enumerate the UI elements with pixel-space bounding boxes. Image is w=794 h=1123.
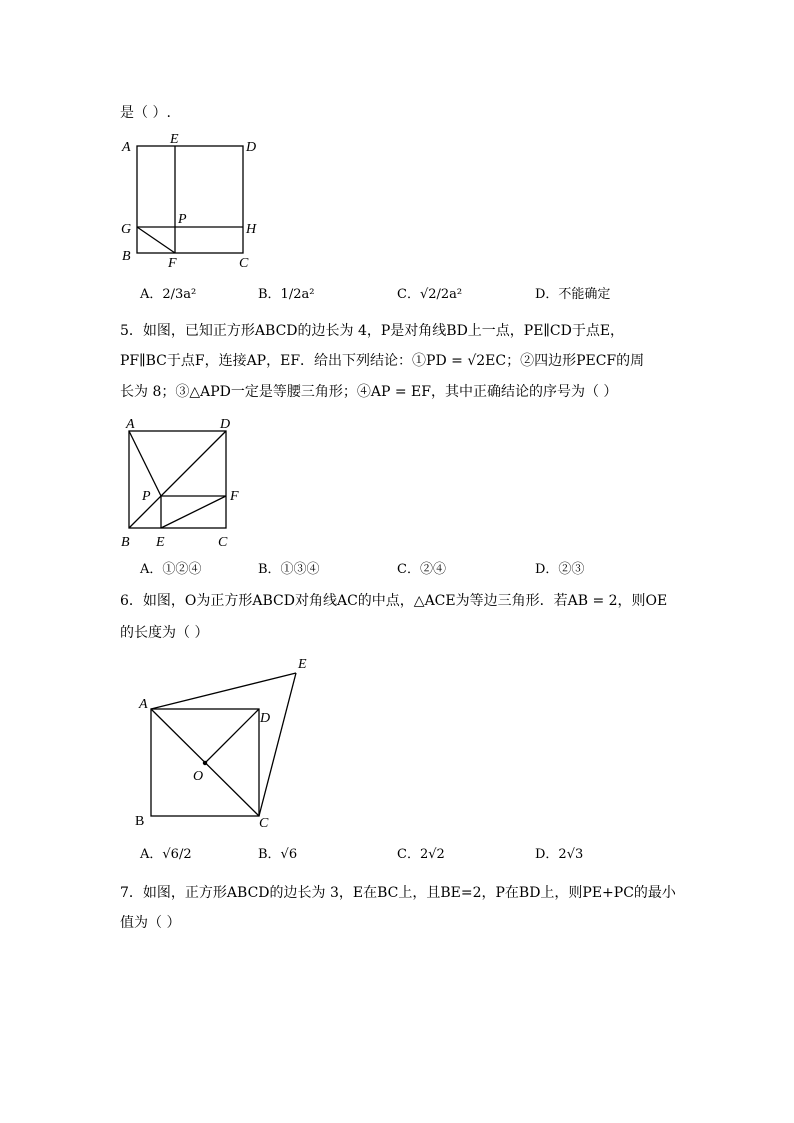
q6-label-e: E — [298, 657, 307, 672]
q6-label-o: O — [193, 769, 204, 784]
q4-label-d: D — [246, 140, 257, 155]
q5-option-d[interactable]: D．②③ — [535, 562, 585, 577]
q6-option-b[interactable]: B．√6 — [258, 847, 298, 862]
q5-stem-line1: 5．如图，已知正方形ABCD的边长为 4，P是对角线BD上一点，PE∥CD于点E， — [120, 323, 625, 339]
q5-option-b[interactable]: B．①③④ — [258, 562, 320, 577]
q5-label-c: C — [218, 535, 228, 550]
q4-label-b: B — [122, 249, 131, 264]
q4-option-a[interactable]: A．2/3a² — [140, 287, 197, 302]
q7-stem-line2: 值为（ ） — [120, 915, 181, 931]
q4-option-b[interactable]: B．1/2a² — [258, 287, 315, 302]
q4-option-d[interactable]: D．不能确定 — [535, 287, 611, 302]
q5-label-b: B — [121, 535, 130, 550]
q6-line-ae — [151, 673, 296, 709]
q6-label-d: D — [260, 711, 271, 726]
q6-option-a[interactable]: A．√6/2 — [140, 847, 192, 862]
q5-stem-line3: 长为 8；③△APD一定是等腰三角形；④AP = EF，其中正确结论的序号为（ ） — [120, 384, 618, 400]
q5-label-p: P — [142, 489, 151, 504]
q4-label-p: P — [178, 212, 187, 227]
q4-label-h: H — [246, 222, 257, 237]
q5-label-d: D — [220, 417, 231, 432]
q4-label-c: C — [239, 256, 249, 271]
q5-label-e: E — [156, 535, 165, 550]
q5-label-f: F — [230, 489, 239, 504]
q5-option-a[interactable]: A．①②④ — [140, 562, 202, 577]
q6-label-a: A — [139, 697, 148, 712]
q6-line-ec — [259, 673, 296, 816]
q6-stem-line1: 6．如图，O为正方形ABCD对角线AC的中点，△ACE为等边三角形．若AB = 2，则OE — [120, 593, 668, 609]
q6-stem-line2: 的长度为（ ） — [120, 625, 209, 641]
q6-option-c[interactable]: C．2√2 — [397, 847, 445, 862]
q6-line-od — [205, 709, 259, 763]
q6-label-b: B — [135, 814, 145, 829]
q4-label-e: E — [170, 132, 179, 147]
q4-label-a: A — [122, 140, 131, 155]
q4-label-g: G — [121, 222, 132, 237]
q4-option-c[interactable]: C．√2/2a² — [397, 287, 463, 302]
q5-option-c[interactable]: C．②④ — [397, 562, 446, 577]
q7-stem-line1: 7．如图，正方形ABCD的边长为 3，E在BC上，且BE=2，P在BD上，则PE+PC的最小 — [120, 885, 676, 901]
q5-stem-line2: PF∥BC于点F，连接AP，EF．给出下列结论：①PD = √2EC；②四边形PECF的周 — [120, 353, 645, 369]
q4-stem-tail: 是（ ）. — [120, 105, 171, 121]
q4-label-f: F — [168, 256, 177, 271]
q6-option-d[interactable]: D．2√3 — [535, 847, 584, 862]
q6-point-o — [203, 761, 207, 765]
q5-label-a: A — [126, 417, 135, 432]
q6-label-c: C — [259, 816, 269, 831]
